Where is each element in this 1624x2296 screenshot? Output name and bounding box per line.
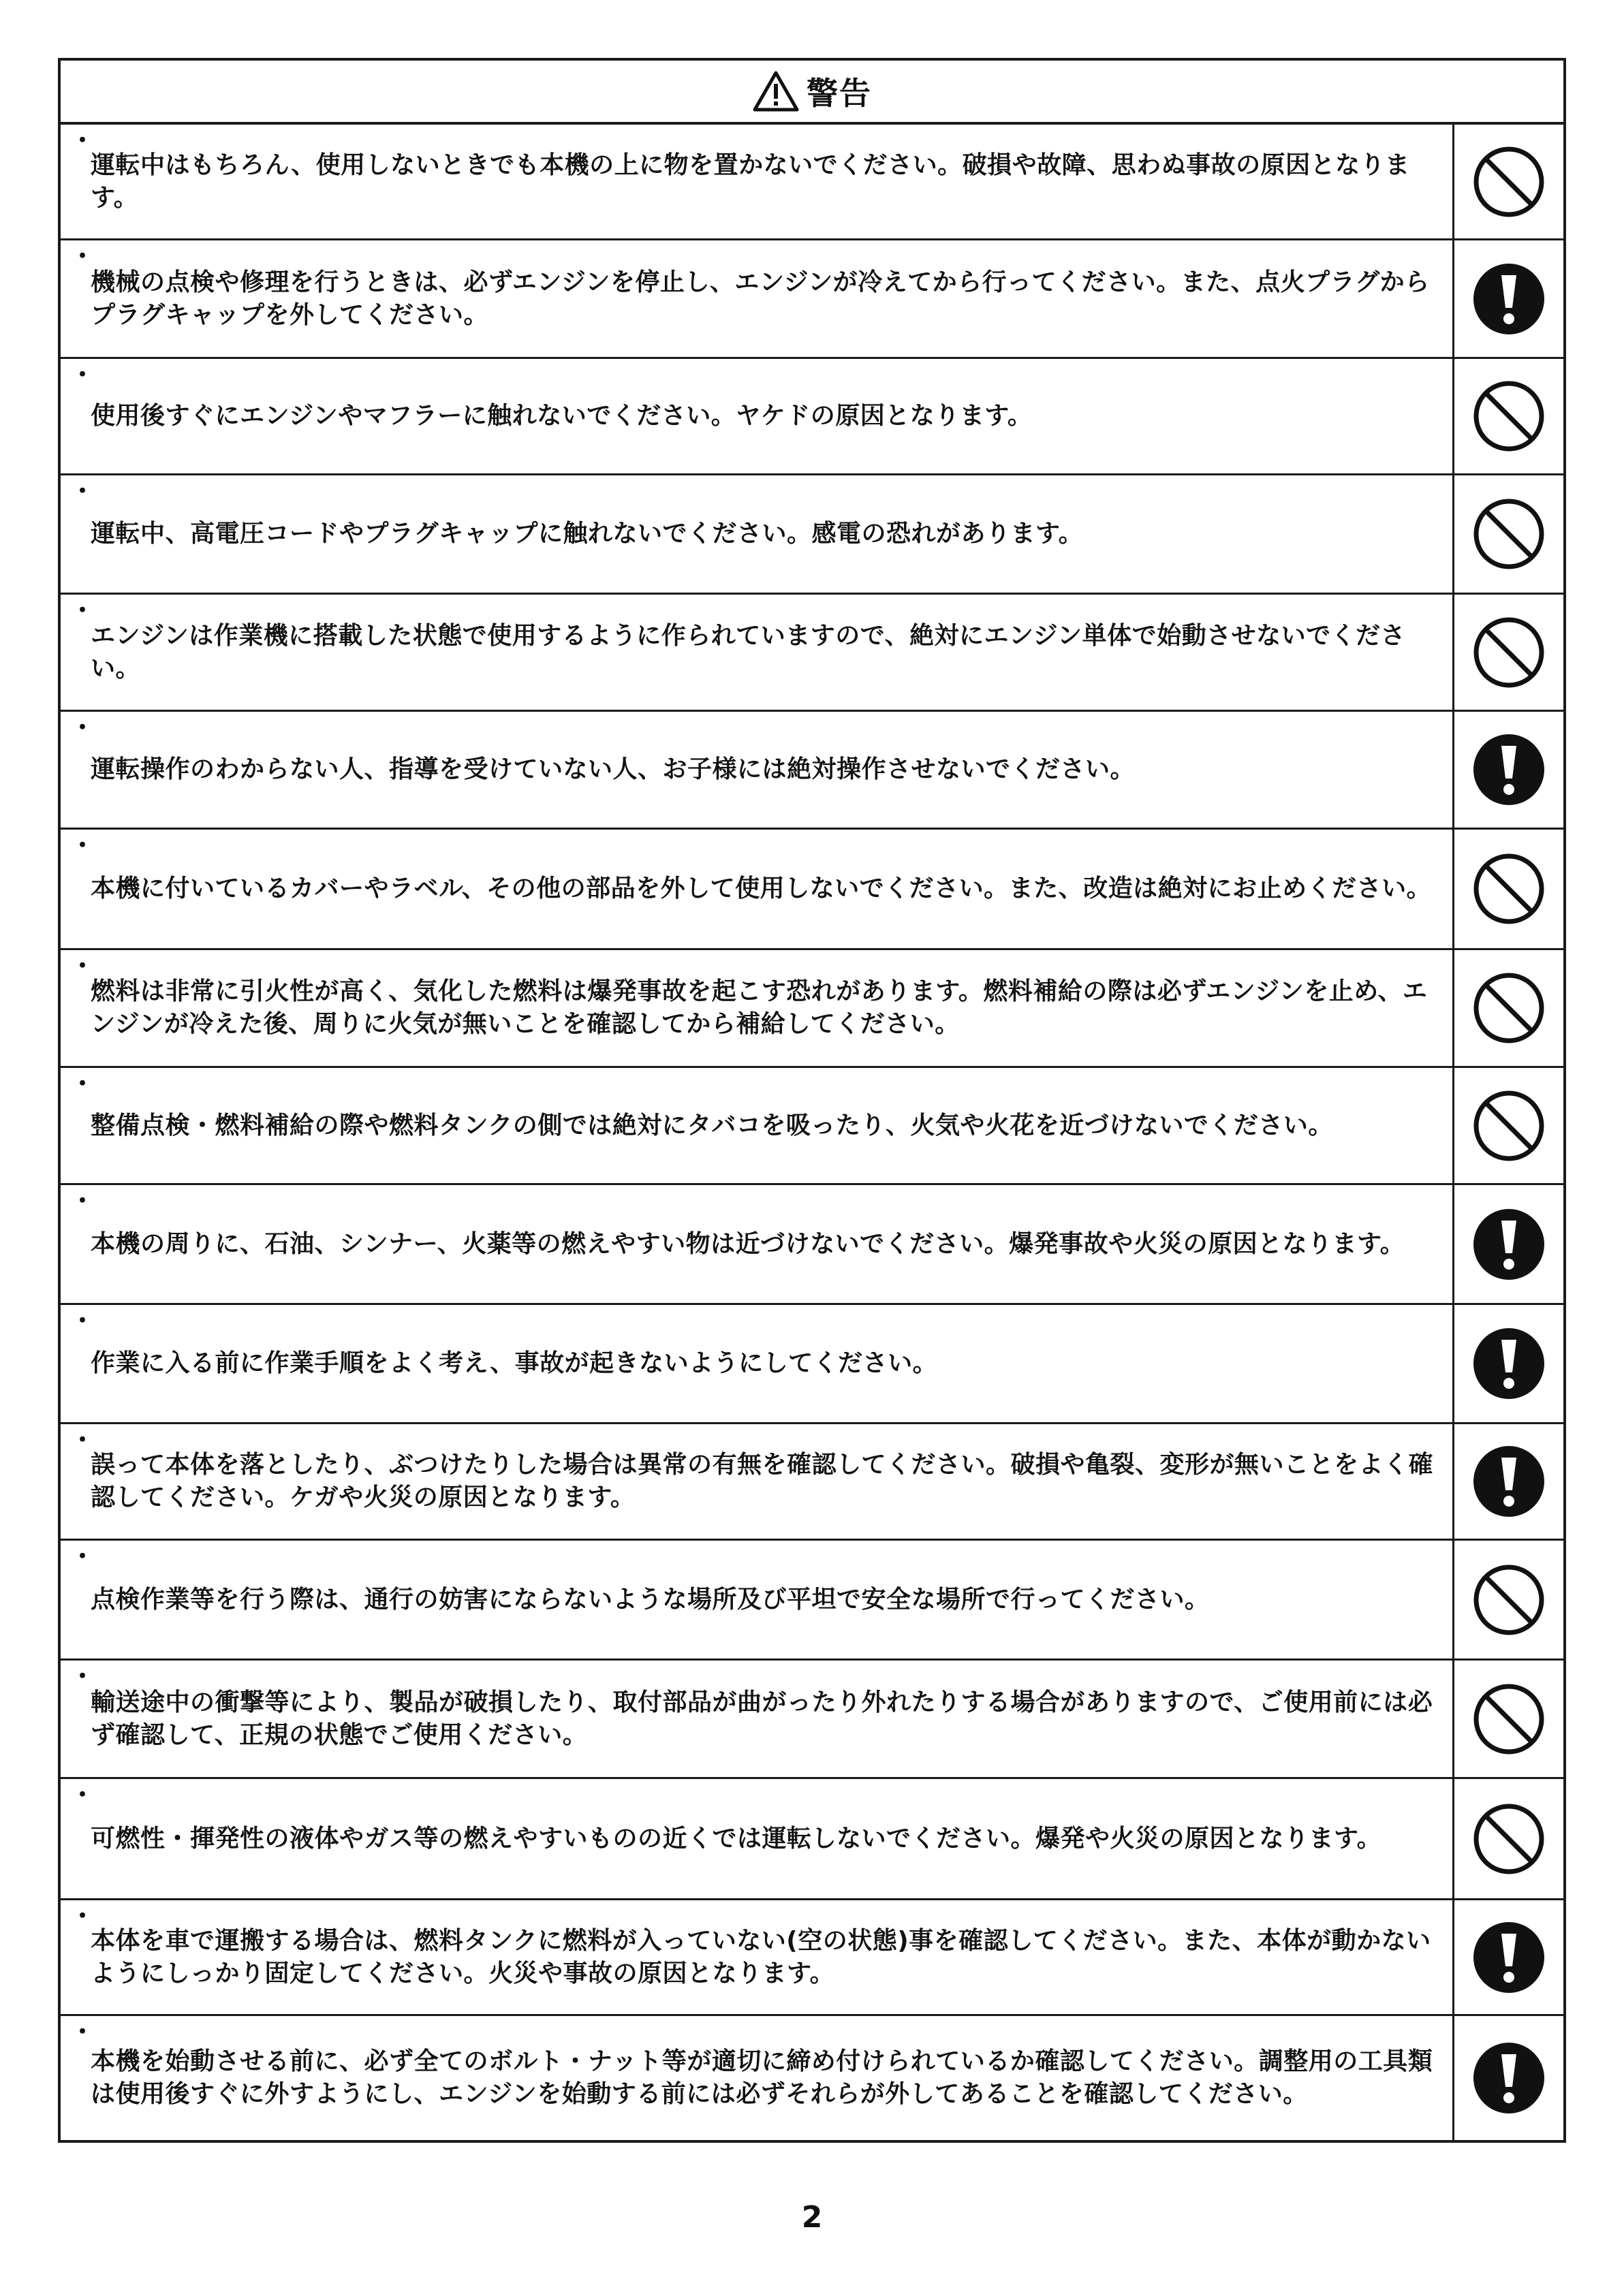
warning-header xyxy=(61,61,1563,125)
mandatory-exclamation-icon xyxy=(1471,1920,1546,1995)
warning-row: ・ エンジンは作業機に搭載した状態で使用するように作られていますので、絶対にエンジン単体で始動させないでください。 xyxy=(61,595,1563,712)
warning-text: 点検作業等を行う際は、通行の妨害にならないような場所及び平坦で安全な場所で行ってください。 xyxy=(91,1585,1210,1614)
mandatory-exclamation-icon xyxy=(1471,1444,1546,1519)
warning-text: 本体を車で運搬する場合は、燃料タンクに燃料が入っていない(空の状態)事を確認してください。また、本体が動かないようにしっかり固定してください。火災や事故の原因となります。 xyxy=(91,1926,1431,1987)
warning-row: ・ 輸送途中の衝撃等により、製品が破損したり、取付部品が曲がったり外れたりする場合がありますので、ご使用前には必ず確認して、正規の状態でご使用ください。 xyxy=(61,1661,1563,1779)
warning-row: ・ 整備点検・燃料補給の際や燃料タンクの側では絶対にタバコを吸ったり、火気や火花を近づけないでください。 xyxy=(61,1068,1563,1185)
warning-row: ・ 本体を車で運搬する場合は、燃料タンクに燃料が入っていない(空の状態)事を確認してください。また、本体が動かないようにしっかり固定してください。火災や事故の原因となります。 xyxy=(61,1900,1563,2016)
prohibition-icon xyxy=(1471,1802,1546,1876)
warning-text: 使用後すぐにエンジンやマフラーに触れないでください。ヤケドの原因となります。 xyxy=(91,402,1033,430)
prohibition-icon xyxy=(1471,1562,1546,1637)
page-number: 2 xyxy=(801,2200,823,2235)
warning-text: 運転中はもちろん、使用しないときでも本機の上に物を置かないでください。破損や故障、思わぬ事故の原因となります。 xyxy=(91,151,1410,212)
warning-row: ・ 運転中、高電圧コードやプラグキャップに触れないでください。感電の恐れがあります。 xyxy=(61,475,1563,595)
warning-text: 整備点検・燃料補給の際や燃料タンクの側では絶対にタバコを吸ったり、火気や火花を近づけないでください。 xyxy=(91,1111,1333,1139)
warning-text: 機械の点検や修理を行うときは、必ずエンジンを停止し、エンジンが冷えてから行ってください。また、点火プラグからプラグキャップを外してください。 xyxy=(91,268,1430,329)
warning-triangle-icon xyxy=(752,70,800,112)
warning-table xyxy=(58,58,1566,2143)
warning-row: ・ 本機を始動させる前に、必ず全てのボルト・ナット等が適切に締め付けられているか確認してください。調整用の工具類は使用後すぐに外すようにし、エンジンを始動する前には必ずそれらが外してあることを確認してください。 xyxy=(61,2016,1563,2140)
warning-row: ・ 作業に入る前に作業手順をよく考え、事故が起きないようにしてください。 xyxy=(61,1305,1563,1424)
mandatory-exclamation-icon xyxy=(1471,732,1546,807)
mandatory-exclamation-icon xyxy=(1471,2041,1546,2116)
warning-text: 可燃性・揮発性の液体やガス等の燃えやすいものの近くでは運転しないでください。爆発や火災の原因となります。 xyxy=(91,1824,1382,1853)
prohibition-icon xyxy=(1471,1088,1546,1163)
warning-text: 輸送途中の衝撃等により、製品が破損したり、取付部品が曲がったり外れたりする場合がありますので、ご使用前には必ず確認して、正規の状態でご使用ください。 xyxy=(91,1688,1433,1749)
warning-row: ・ 本機の周りに、石油、シンナー、火薬等の燃えやすい物は近づけないでください。爆発事故や火災の原因となります。 xyxy=(61,1185,1563,1305)
warning-row: ・ 機械の点検や修理を行うときは、必ずエンジンを停止し、エンジンが冷えてから行ってください。また、点火プラグからプラグキャップを外してください。 xyxy=(61,240,1563,359)
prohibition-icon xyxy=(1471,497,1546,571)
prohibition-icon xyxy=(1471,144,1546,219)
prohibition-icon xyxy=(1471,1682,1546,1757)
prohibition-icon xyxy=(1471,851,1546,926)
mandatory-exclamation-icon xyxy=(1471,1326,1546,1401)
warning-row: ・ 使用後すぐにエンジンやマフラーに触れないでください。ヤケドの原因となります。 xyxy=(61,359,1563,475)
prohibition-icon xyxy=(1471,971,1546,1045)
warning-row: ・ 誤って本体を落としたり、ぶつけたりした場合は異常の有無を確認してください。破損や亀裂、変形が無いことをよく確認してください。ケガや火災の原因となります。 xyxy=(61,1424,1563,1541)
warning-row: ・ 燃料は非常に引火性が高く、気化した燃料は爆発事故を起こす恐れがあります。燃料補給の際は必ずエンジンを止め、エンジンが冷えた後、周りに火気が無いことを確認してから補給してください。 xyxy=(61,950,1563,1068)
warning-text: 本機を始動させる前に、必ず全てのボルト・ナット等が適切に締め付けられているか確認してください。調整用の工具類は使用後すぐに外すようにし、エンジンを始動する前には必ずそれらが外してあることを確認してください。 xyxy=(91,2047,1433,2108)
prohibition-icon xyxy=(1471,615,1546,690)
warning-row: ・ 運転中はもちろん、使用しないときでも本機の上に物を置かないでください。破損や故障、思わぬ事故の原因となります。 xyxy=(61,125,1563,240)
warning-row: ・ 可燃性・揮発性の液体やガス等の燃えやすいものの近くでは運転しないでください。爆発や火災の原因となります。 xyxy=(61,1779,1563,1900)
warning-text: 運転中、高電圧コードやプラグキャップに触れないでください。感電の恐れがあります。 xyxy=(91,520,1084,548)
warning-text: 本機に付いているカバーやラベル、その他の部品を外して使用しないでください。また、改造は絶対にお止めください。 xyxy=(91,875,1432,902)
mandatory-exclamation-icon xyxy=(1471,262,1546,336)
warning-title: 警告 xyxy=(807,75,872,112)
warning-text: エンジンは作業機に搭載した状態で使用するように作られていますので、絶対にエンジン単体で始動させないでください。 xyxy=(91,621,1406,682)
warning-text: 本機の周りに、石油、シンナー、火薬等の燃えやすい物は近づけないでください。爆発事故や火災の原因となります。 xyxy=(91,1229,1405,1258)
mandatory-exclamation-icon xyxy=(1471,1207,1546,1282)
warning-row: ・ 本機に付いているカバーやラベル、その他の部品を外して使用しないでください。また、改造は絶対にお止めください。 xyxy=(61,830,1563,950)
warning-row: ・ 点検作業等を行う際は、通行の妨害にならないような場所及び平坦で安全な場所で行ってください。 xyxy=(61,1541,1563,1661)
warning-text: 運転操作のわからない人、指導を受けていない人、お子様には絶対操作させないでください。 xyxy=(91,755,1136,783)
warning-text: 燃料は非常に引火性が高く、気化した燃料は爆発事故を起こす恐れがあります。燃料補給の際は必ずエンジンを止め、エンジンが冷えた後、周りに火気が無いことを確認してから補給してください。 xyxy=(91,977,1428,1038)
prohibition-icon xyxy=(1471,379,1546,454)
warning-text: 作業に入る前に作業手順をよく考え、事故が起きないようにしてください。 xyxy=(91,1349,938,1377)
warning-text: 誤って本体を落としたり、ぶつけたりした場合は異常の有無を確認してください。破損や亀裂、変形が無いことをよく確認してください。ケガや火災の原因となります。 xyxy=(91,1451,1434,1511)
warning-row: ・ 運転操作のわからない人、指導を受けていない人、お子様には絶対操作させないでください。 xyxy=(61,712,1563,830)
